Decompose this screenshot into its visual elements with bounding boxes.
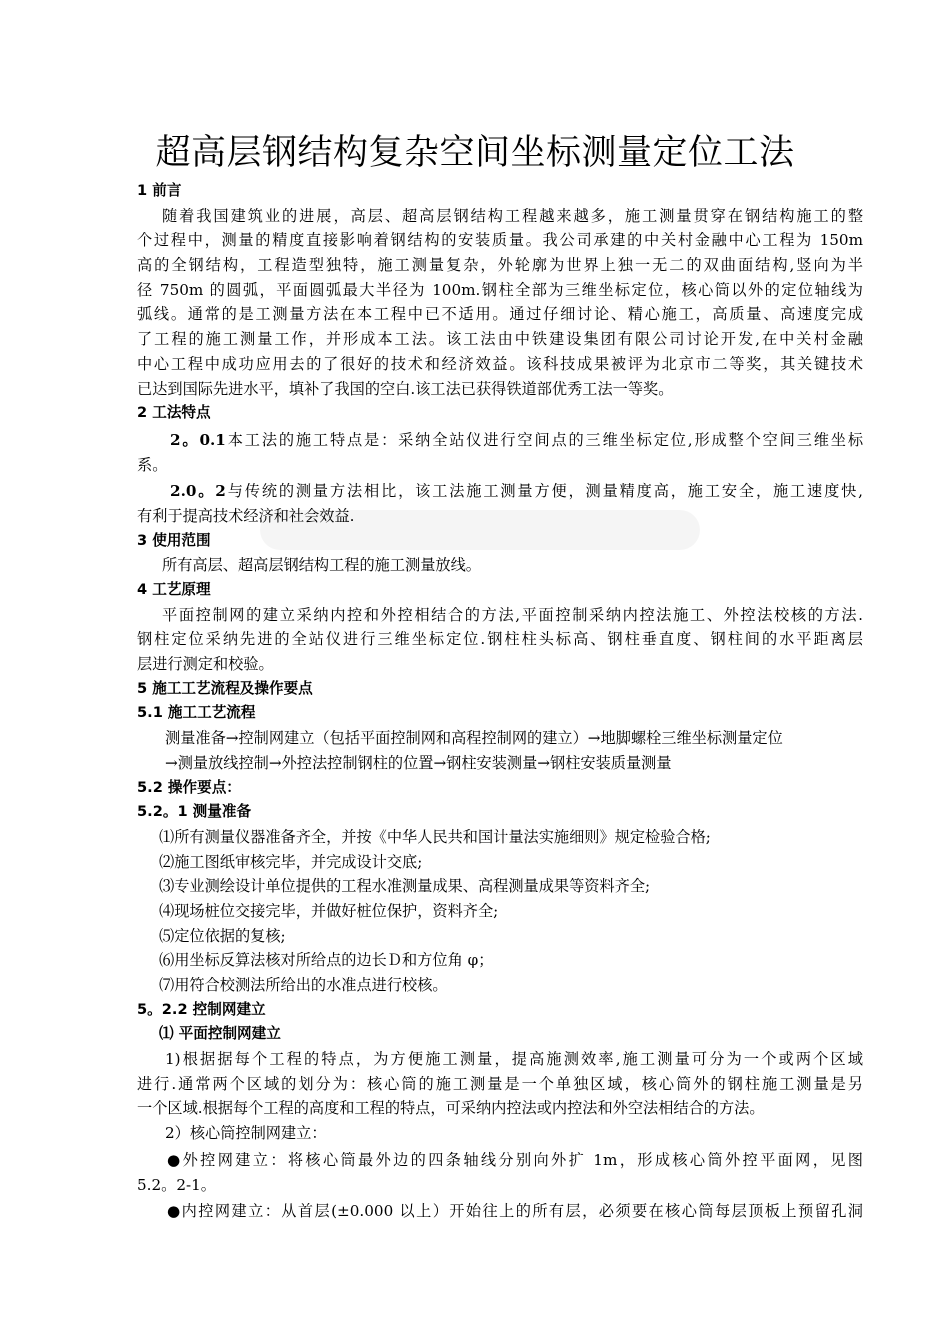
document-title: 超高层钢结构复杂空间坐标测量定位工法 xyxy=(155,133,795,173)
paragraph-line: 层进行测定和校验。 xyxy=(137,655,274,674)
paragraph-line: 径 750m 的圆弧，平面圆弧最大半径为 100m.钢柱全部为三维坐标定位，核心筒以外的定位轴线为 xyxy=(137,280,863,299)
clause-text: 与传统的测量方法相比，该工法施工测量方便，测量精度高，施工安全，施工速度快, xyxy=(225,482,863,501)
paragraph-line: 随着我国建筑业的进展，高层、超高层钢结构工程越来越多，施工测量贯穿在钢结构施工的整 xyxy=(162,206,863,225)
section-5-1-heading: 5.1 施工工艺流程 xyxy=(137,704,256,722)
paragraph-line: 系。 xyxy=(137,455,168,474)
paragraph-line: 了工程的施工测量工作，并形成本工法。该工法由中铁建设集团有限公司讨论开发,在中关村金融 xyxy=(137,330,863,349)
paragraph-line: 有利于提高技术经济和社会效益. xyxy=(137,506,355,525)
paragraph-line xyxy=(137,428,863,453)
section-5-heading: 5 施工工艺流程及操作要点 xyxy=(137,679,313,697)
list-item: ⑵施工图纸审核完毕，并完成设计交底; xyxy=(159,852,423,871)
subsection-heading: ⑴ 平面控制网建立 xyxy=(159,1025,281,1043)
list-item: ⑶专业测绘设计单位提供的工程水准测量成果、高程测量成果等资料齐全; xyxy=(159,877,651,896)
list-item: ⑹用坐标反算法核对所给点的边长Ｄ和方位角 φ； xyxy=(159,951,494,970)
section-1-heading: 1 前言 xyxy=(137,182,182,199)
clause-number: 2。0.1 xyxy=(170,430,226,449)
paragraph-line: 5.2。2-1。 xyxy=(137,1175,216,1194)
list-item: ⑺用符合校测法所给出的水准点进行校核。 xyxy=(159,976,448,994)
process-flow-line: 测量准备→控制网建立（包括平面控制网和高程控制网的建立）→地脚螺栓三维坐标测量定位 xyxy=(165,729,783,748)
document-body xyxy=(137,179,863,1224)
clause-text: 本工法的施工特点是：采纳全站仪进行空间点的三维坐标定位,形成整个空间三维坐标 xyxy=(225,430,863,449)
paragraph-line: 平面控制网的建立采纳内控和外控相结合的方法,平面控制采纳内控法施工、外控法校核的方法. xyxy=(162,605,863,624)
bullet-line: ●外控网建立：将核心筒最外边的四条轴线分别向外扩 1m，形成核心筒外控平面网，见图 xyxy=(167,1150,863,1169)
section-4-heading: 4 工艺原理 xyxy=(137,581,211,598)
paragraph-line: 一个区域.根据每个工程的高度和工程的特点，可采纳内控法或内控法和外空法相结合的方法。 xyxy=(137,1099,765,1118)
paragraph-line: 所有高层、超高层钢结构工程的施工测量放线。 xyxy=(162,556,481,575)
paragraph-line: 2）核心筒控制网建立： xyxy=(165,1124,327,1143)
clause-number: 2.0。2 xyxy=(170,482,226,501)
list-item: ⑷现场桩位交接完毕，并做好桩位保护，资料齐全; xyxy=(159,901,499,920)
list-item: ⑴所有测量仪器准备齐全，并按《中华人民共和国计量法实施细则》规定检验合格; xyxy=(159,827,711,846)
paragraph-line: 钢柱定位采纳先进的全站仪进行三维坐标定位.钢柱柱头标高、钢柱垂直度、钢柱间的水平距离层 xyxy=(137,630,863,649)
paragraph-line: 高的全钢结构，工程造型独特，施工测量复杂，外轮廓为世界上独一无二的双曲面结构,竖向为半 xyxy=(137,256,863,275)
paragraph-line xyxy=(137,479,863,504)
paragraph-line: 个过程中，测量的精度直接影响着钢结构的安装质量。我公司承建的中关村金融中心工程为 150m xyxy=(137,231,863,250)
section-5-2-heading: 5.2 操作要点： xyxy=(137,778,241,796)
paragraph-line: 弧线。通常的是工测量方法在本工程中已不适用。通过仔细讨论、精心施工，高质量、高速度完成 xyxy=(137,305,863,324)
list-item: ⑸定位依据的复核; xyxy=(159,926,286,945)
paragraph-line: 进行.通常两个区域的划分为：核心筒的施工测量是一个单独区域，核心筒外的钢柱施工测量是另 xyxy=(137,1074,863,1093)
section-3-heading: 3 使用范围 xyxy=(137,531,211,549)
paragraph-line: 已达到国际先进水平，填补了我国的空白.该工法已获得铁道部优秀工法一等奖。 xyxy=(137,379,674,398)
paragraph-line: 1)根据据每个工程的特点，为方便施工测量，提高施测效率,施工测量可分为一个或两个区域 xyxy=(165,1050,863,1069)
section-5-2-1-heading: 5.2。1 测量准备 xyxy=(137,803,252,821)
process-flow-line: →测量放线控制→外控法控制钢柱的位置→钢柱安装测量→钢柱安装质量测量 xyxy=(165,753,672,772)
section-2-heading: 2 工法特点 xyxy=(137,404,211,422)
bullet-line: ●内控网建立：从首层(±0.000 以上）开始往上的所有层，必须要在核心筒每层顶板上预留孔洞 xyxy=(167,1202,863,1221)
section-5-2-2-heading: 5。2.2 控制网建立 xyxy=(137,1000,266,1018)
paragraph-line: 中心工程中成功应用去的了很好的技术和经济效益。该科技成果被评为北京市二等奖，其关键技术 xyxy=(137,354,863,373)
